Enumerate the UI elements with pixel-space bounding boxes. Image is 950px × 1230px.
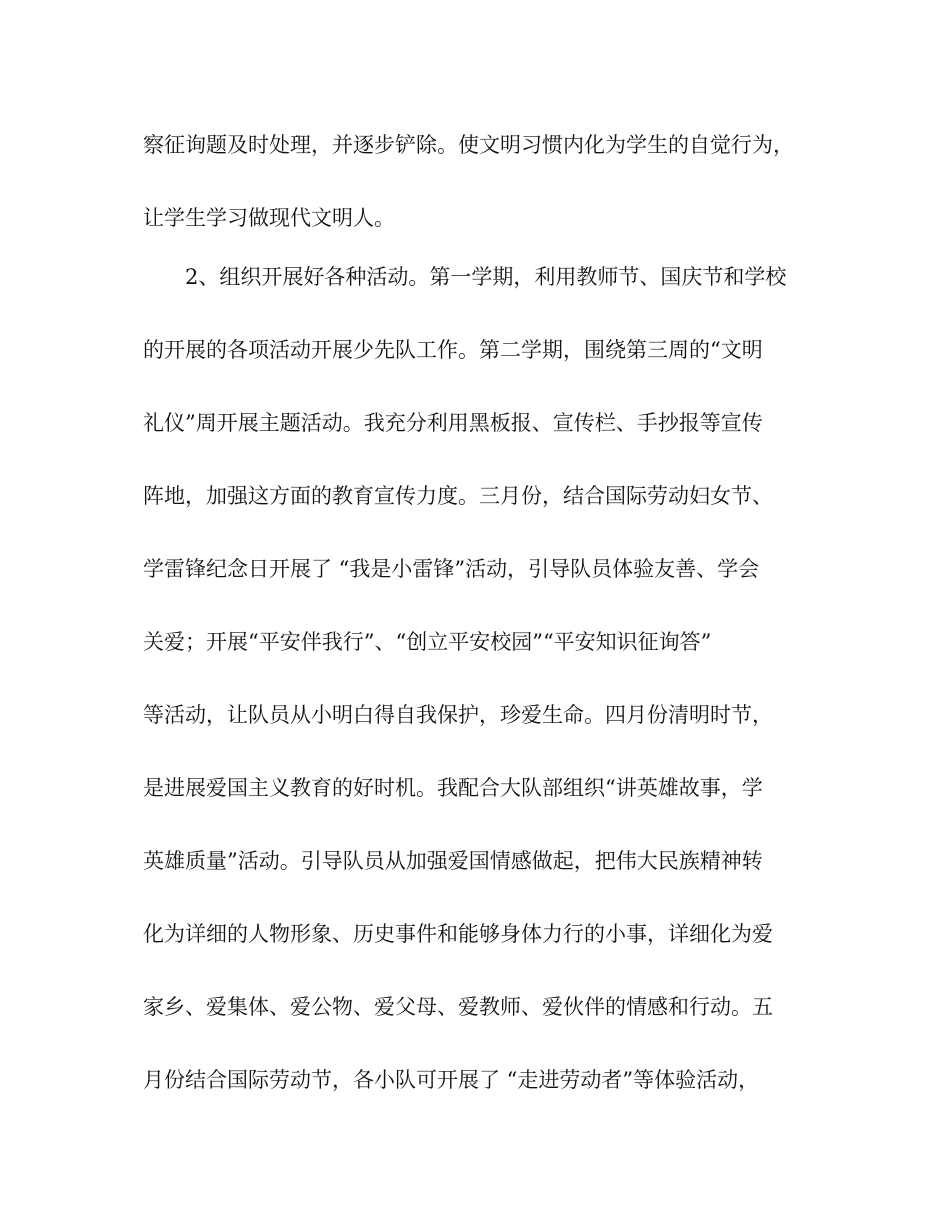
text-line: 是进展爱国主义教育的好时机。我配合大队部组织“讲英雄故事，学 [143, 776, 763, 800]
text-line: 让学生学习做现代文明人。 [143, 206, 395, 230]
text-line: 等活动，让队员从小明白得自我保护，珍爱生命。四月份清明时节， [143, 703, 773, 727]
text-line: 察征询题及时处理，并逐步铲除。使文明习惯内化为学生的自觉行为， [143, 133, 794, 157]
text-line: 家乡、爱集体、爱公物、爱父母、爱教师、爱伙伴的情感和行动。五 [143, 995, 773, 1019]
text-line: 关爱；开展“平安伴我行”、“创立平安校园”“平安知识征询答” [143, 630, 712, 654]
text-line: 英雄质量”活动。引导队员从加强爱国情感做起，把伟大民族精神转 [143, 849, 763, 873]
text-line: 月份结合国际劳动节，各小队可开展了 “走进劳动者”等体验活动， [143, 1068, 760, 1092]
text-line: 学雷锋纪念日开展了 “我是小雷锋”活动，引导队员体验友善、学会 [143, 557, 760, 581]
text-line: 阵地，加强这方面的教育宣传力度。三月份，结合国际劳动妇女节、 [143, 484, 773, 508]
text-line: 的开展的各项活动开展少先队工作。第二学期，围绕第三周的“文明 [143, 338, 763, 362]
paragraph-start-line: 2、组织开展好各种活动。第一学期，利用教师节、国庆节和学校 [185, 265, 787, 289]
text-line: 化为详细的人物形象、历史事件和能够身体力行的小事，详细化为爱 [143, 922, 773, 946]
text-line: 礼仪”周开展主题活动。我充分利用黑板报、宣传栏、手抄报等宣传 [143, 411, 763, 435]
